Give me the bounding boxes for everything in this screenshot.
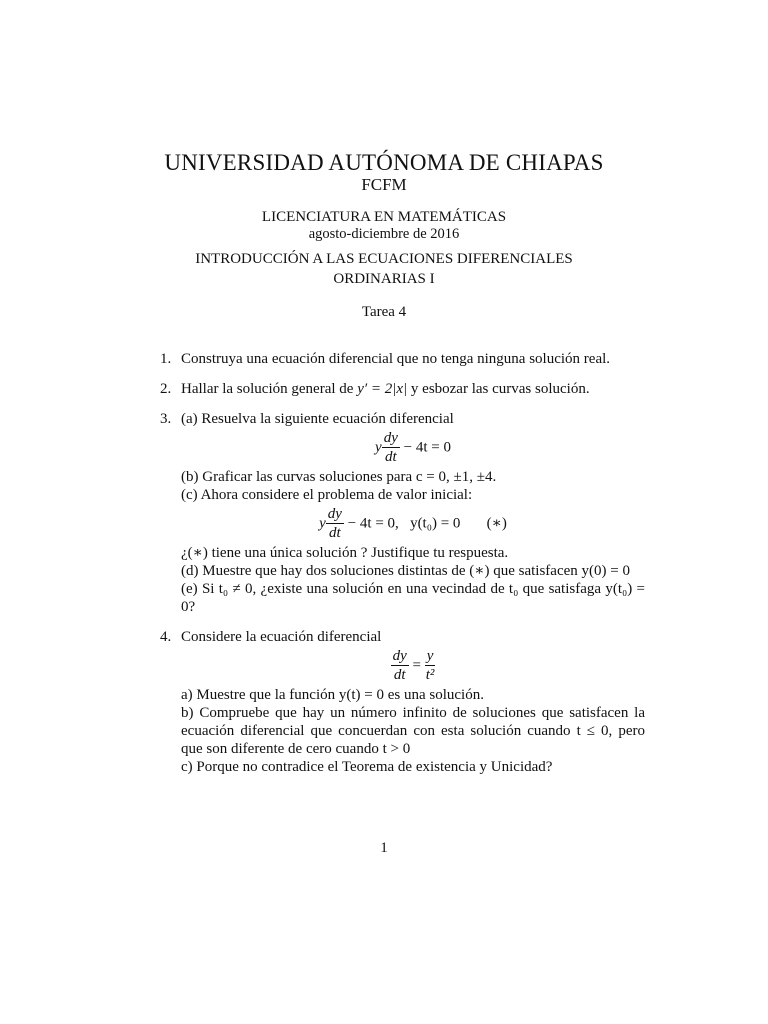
fraction-numerator: dy bbox=[383, 430, 398, 446]
display-equation-2 bbox=[181, 507, 645, 541]
initial-condition: y(t₀) = 0 bbox=[410, 515, 461, 532]
fraction-numerator: y bbox=[426, 648, 434, 664]
course-title bbox=[0, 249, 768, 289]
derivative-fraction bbox=[382, 431, 400, 465]
part-c: c) Porque no contradice el Teorema de existencia y Unicidad? bbox=[181, 759, 553, 775]
problem-intro: Considere la ecuación diferencial bbox=[181, 629, 382, 645]
problem-number: 2. bbox=[160, 381, 172, 397]
problem-4 bbox=[160, 628, 645, 776]
lhs-fraction bbox=[391, 649, 409, 683]
derivative-fraction bbox=[326, 507, 344, 541]
problem-2 bbox=[160, 380, 645, 398]
problem-text-after: y esbozar las curvas solución. bbox=[410, 381, 590, 397]
fraction-denominator: dt bbox=[384, 449, 397, 465]
fraction-denominator: dt bbox=[329, 525, 341, 541]
faculty-name: FCFM bbox=[361, 175, 407, 194]
part-b: (b) Graficar las curvas soluciones para c = 0, ±1, ±4. bbox=[181, 469, 497, 485]
problem-number: 1. bbox=[160, 351, 172, 367]
eq-rest: − 4t = 0, bbox=[347, 515, 399, 532]
fraction-numerator: dy bbox=[327, 506, 342, 522]
eq-prefix: y bbox=[319, 515, 326, 532]
university-title: UNIVERSIDAD AUTÓNOMA DE CHIAPAS bbox=[164, 150, 604, 175]
eq-rest: − 4t = 0 bbox=[403, 439, 451, 456]
problem-3 bbox=[160, 410, 645, 616]
problem-text-before: Hallar la solución general de bbox=[181, 381, 354, 397]
part-d: (d) Muestre que hay dos soluciones distintas de (∗) que satisfacen y(0) = 0 bbox=[181, 563, 630, 579]
problem-list bbox=[160, 350, 645, 788]
problem-text: Construya una ecuación diferencial que no tenga ninguna solución real. bbox=[181, 351, 611, 367]
problem-text bbox=[181, 380, 645, 398]
fraction-numerator: dy bbox=[392, 648, 407, 664]
program-name: LICENCIATURA EN MATEMÁTICAS bbox=[261, 209, 507, 225]
problem-1 bbox=[160, 350, 645, 368]
problem-number: 4. bbox=[160, 629, 172, 645]
rhs-fraction bbox=[425, 649, 436, 683]
part-b: b) Compruebe que hay un número infinito de soluciones que satisfacen la ecuación diferencial que concuerdan con esta solución cuando t ≤ 0, pero que son diferente de cero cuando t > 0 bbox=[181, 705, 645, 757]
display-equation-3: $\frac{dy}{dt}$ = $\frac{y}{\text{t²}}$ bbox=[392, 648, 435, 683]
inline-equation: y′ = 2|x| bbox=[357, 381, 408, 397]
uniqueness-question: ¿(∗) tiene una única solución ? Justifique tu respuesta. bbox=[181, 545, 509, 561]
part-e: (e) Si t₀ ≠ 0, ¿existe una solución en una vecindad de t₀ que satisfaga y(t₀) = 0? bbox=[181, 581, 645, 615]
page-number: 1 bbox=[380, 840, 388, 856]
eq-prefix: y bbox=[375, 439, 382, 456]
document-header bbox=[0, 150, 768, 321]
equation-tag: (∗) bbox=[486, 515, 507, 532]
part-c: (c) Ahora considere el problema de valor inicial: bbox=[181, 487, 473, 503]
problem-number: 3. bbox=[160, 411, 172, 427]
course-title-line1: INTRODUCCIÓN A LAS ECUACIONES DIFERENCIALES bbox=[195, 251, 573, 267]
part-a: (a) Resuelva la siguiente ecuación diferencial bbox=[181, 411, 454, 427]
course-title-line2: ORDINARIAS I bbox=[333, 271, 435, 287]
fraction-denominator: dt bbox=[393, 667, 406, 683]
homework-title: Tarea 4 bbox=[361, 304, 407, 320]
display-equation-1 bbox=[181, 431, 645, 465]
part-a: a) Muestre que la función y(t) = 0 es una solución. bbox=[181, 687, 484, 703]
fraction-denominator: t² bbox=[425, 667, 435, 683]
semester-dates: agosto-diciembre de 2016 bbox=[308, 226, 460, 242]
